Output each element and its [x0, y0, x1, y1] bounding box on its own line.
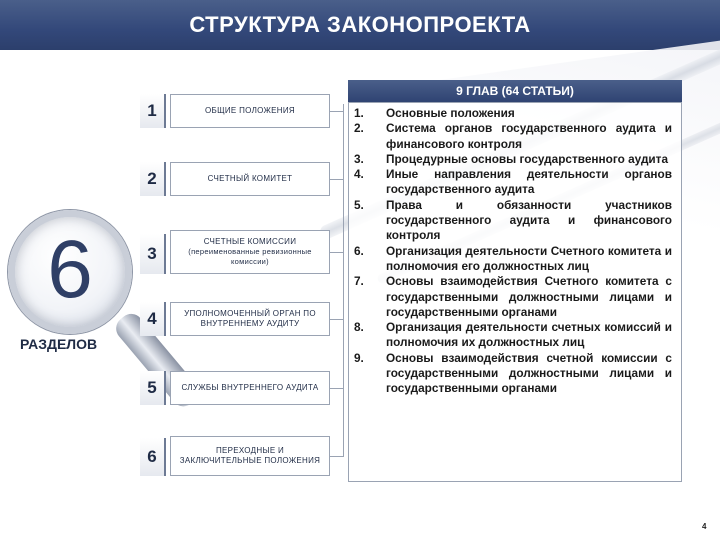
section-label: УПОЛНОМОЧЕННЫЙ ОРГАН ПО ВНУТРЕННЕМУ АУДИТУ — [184, 309, 316, 328]
chapter-title: Организация деятельности счетных комиссий и полномочия их должностных лиц — [386, 320, 672, 350]
chapter-title: Основные положения — [386, 106, 515, 120]
section-number: 4 — [140, 302, 166, 336]
chapters-heading: 9 ГЛАВ (64 СТАТЬИ) — [348, 80, 682, 102]
chapters-list — [352, 106, 672, 397]
connector — [330, 252, 344, 253]
connector — [330, 388, 344, 389]
chapter-number: 6. — [354, 243, 364, 258]
section-label: СЧЕТНЫЕ КОМИССИИ — [203, 237, 297, 246]
section-label: СЧЕТНЫЙ КОМИТЕТ — [207, 174, 293, 183]
chapter-title: Права и обязанности участников государственного аудита и финансового контроля — [386, 197, 672, 243]
chapter-title: Основы взаимодействия Счетного комитета с государственными должностными лицами и государственными органами — [386, 274, 672, 319]
connector — [330, 111, 344, 112]
chapter-number: 7. — [354, 274, 364, 289]
connector-line — [343, 104, 344, 456]
chapter-number: 4. — [354, 167, 364, 182]
section-number: 1 — [140, 94, 166, 128]
connector — [330, 179, 344, 180]
section-box — [170, 302, 330, 336]
section-sublabel: (переименованные ревизионные комиссии) — [188, 247, 312, 266]
chapter-title: Процедурные основы государственного аудита — [386, 151, 669, 166]
connector — [330, 319, 344, 320]
list-item — [352, 167, 672, 198]
section-box — [170, 230, 330, 274]
section-box — [170, 371, 330, 405]
section-label: ОБЩИЕ ПОЛОЖЕНИЯ — [205, 106, 295, 115]
list-item — [352, 152, 672, 167]
section-number: 2 — [140, 162, 166, 196]
chapter-title: Основы взаимодействия счетной комиссии с государственными должностными лицами и государственными органами — [386, 350, 672, 396]
chapter-number: 1. — [354, 106, 364, 120]
list-item — [352, 320, 672, 351]
section-number: 5 — [140, 371, 166, 405]
sections-count-label: РАЗДЕЛОВ — [20, 336, 98, 352]
sections-count: 6 — [47, 224, 93, 315]
chapter-title: Система органов государственного аудита и финансового контроля — [386, 121, 672, 151]
chapter-number: 8. — [354, 320, 364, 335]
list-item — [352, 274, 672, 320]
section-number: 3 — [140, 234, 166, 274]
list-item — [352, 351, 672, 397]
chapter-number: 9. — [354, 350, 364, 365]
section-label: ПЕРЕХОДНЫЕ И ЗАКЛЮЧИТЕЛЬНЫЕ ПОЛОЖЕНИЯ — [179, 446, 321, 465]
list-item — [352, 106, 672, 121]
list-item — [352, 121, 672, 152]
section-label: СЛУЖБЫ ВНУТРЕННЕГО АУДИТА — [181, 383, 319, 392]
list-item — [352, 244, 672, 275]
section-box — [170, 162, 330, 196]
chapter-number: 5. — [354, 197, 364, 212]
connector — [330, 456, 344, 457]
chapter-title: Иные направления деятельности органов государственного аудита — [386, 167, 672, 197]
page-number: 4 — [702, 522, 707, 531]
section-box — [170, 436, 330, 476]
page-title: СТРУКТУРА ЗАКОНОПРОЕКТА — [0, 0, 720, 50]
chapter-number: 2. — [354, 121, 364, 136]
section-box — [170, 94, 330, 128]
chapter-title: Организация деятельности Счетного комитета и полномочия его должностных лиц — [386, 243, 672, 273]
chapter-number: 3. — [354, 151, 364, 166]
list-item — [352, 198, 672, 244]
section-number: 6 — [140, 438, 166, 476]
